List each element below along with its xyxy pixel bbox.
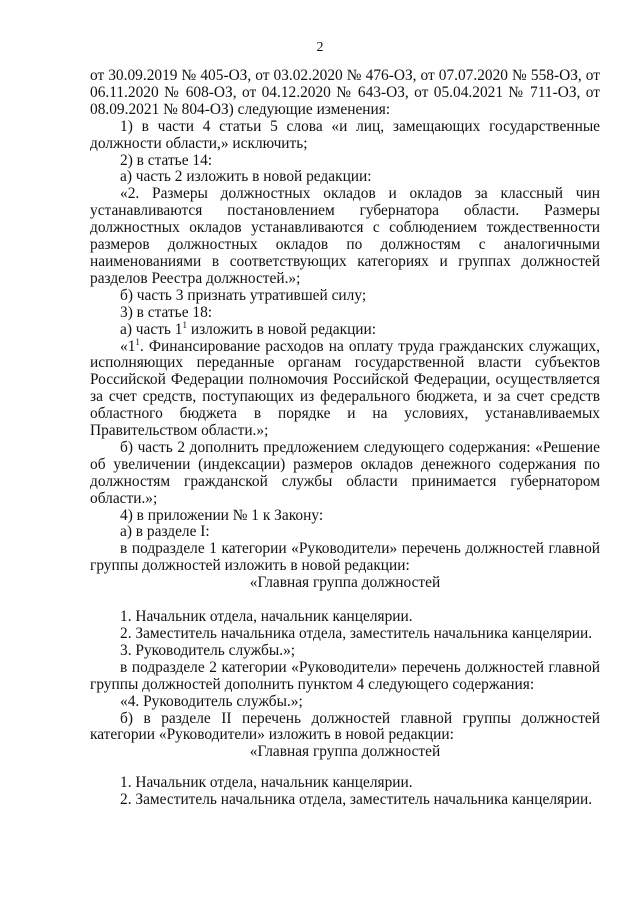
paragraph-item-4b: б) в разделе II перечень должностей главной группы должностей категории «Руководители» изложить в новой редакции: xyxy=(90,709,600,744)
paragraph-item-2b: б) часть 3 признать утратившей силу; xyxy=(120,286,367,304)
paragraph-item-4: 4) в приложении № 1 к Закону: xyxy=(120,506,324,524)
list-item: 2. Заместитель начальника отдела, заместитель начальника канцелярии. xyxy=(120,791,593,809)
document-body xyxy=(90,68,600,809)
paragraph-item-1: 1) в части 4 статьи 5 слова «и лиц, замещающих государственные должности области,» исключить; xyxy=(90,117,600,152)
paragraph-item-2: 2) в статье 14: xyxy=(120,151,213,169)
text-fragment: «1 xyxy=(120,337,136,355)
paragraph-item-3: 3) в статье 18: xyxy=(120,303,213,321)
text-fragment: а) часть 1 xyxy=(120,320,183,338)
paragraph-item-3a xyxy=(90,319,600,339)
paragraph-amendment-list: от 30.09.2019 № 405-ОЗ, от 03.02.2020 № 476-ОЗ, от 07.07.2020 № 558-ОЗ, от 06.11.2020 № 608-ОЗ, от 04.12.2020 № 643-ОЗ, от 05.04.2021 № 711-ОЗ, от 08.09.2021 № 804-ОЗ) следующие изменения: xyxy=(90,67,600,118)
list-item: 2. Заместитель начальника отдела, заместитель начальника канцелярии. xyxy=(120,625,593,642)
section-heading: «Главная группа должностей xyxy=(249,574,441,592)
paragraph-item-2a: а) часть 2 изложить в новой редакции: xyxy=(120,168,372,186)
paragraph-item-4a: а) в разделе I: xyxy=(120,523,210,541)
superscript: 1 xyxy=(135,336,140,347)
paragraph-subsection-1: в подразделе 1 категории «Руководители» перечень должностей главной группы должностей изложить в новой редакции: xyxy=(90,540,600,575)
section-heading: «Главная группа должностей xyxy=(249,743,441,761)
paragraph-subsection-2: в подразделе 2 категории «Руководители» перечень должностей главной группы должностей дополнить пунктом 4 следующего содержания: xyxy=(90,658,600,693)
paragraph-quote-item-4: «4. Руководитель службы.»; xyxy=(120,692,303,710)
superscript: 1 xyxy=(182,319,187,330)
paragraph-quote-part-2: «2. Размеры должностных окладов и окладов за классный чин устанавливаются постановлением губернатора области. Размеры должностных окладов устанавливаются с соблюдением тождественности размеров должностных окладов по должностям с аналогичными наименованиями в соответствующих категориях и группах должностей разделов Реестра должностей.»; xyxy=(90,185,600,287)
list-item: 1. Начальник отдела, начальник канцелярии. xyxy=(120,608,413,626)
page-number: 2 xyxy=(316,40,324,55)
text-fragment: изложить в новой редакции: xyxy=(187,320,377,338)
text-fragment: . Финансирование расходов на оплату труда гражданских служащих, исполняющих переданные органам государственной власти субъектов Российской Федерации полномочия Российской Федерации, осуществляется за счет средств, поступающих из федерального бюджета, и за счет средств областного бюджета в порядке и на условиях, устанавливаемых Правительством области.»; xyxy=(90,337,600,440)
list-item: 1. Начальник отдела, начальник канцелярии. xyxy=(120,774,413,792)
paragraph-quote-part-1-1 xyxy=(90,336,600,440)
list-item: 3. Руководитель службы.»; xyxy=(120,641,296,659)
paragraph-item-3b: б) часть 2 дополнить предложением следующего содержания: «Решение об увеличении (индексации) размеров окладов денежного содержания по должностям гражданской службы области принимается губернатором области.»; xyxy=(90,438,600,507)
